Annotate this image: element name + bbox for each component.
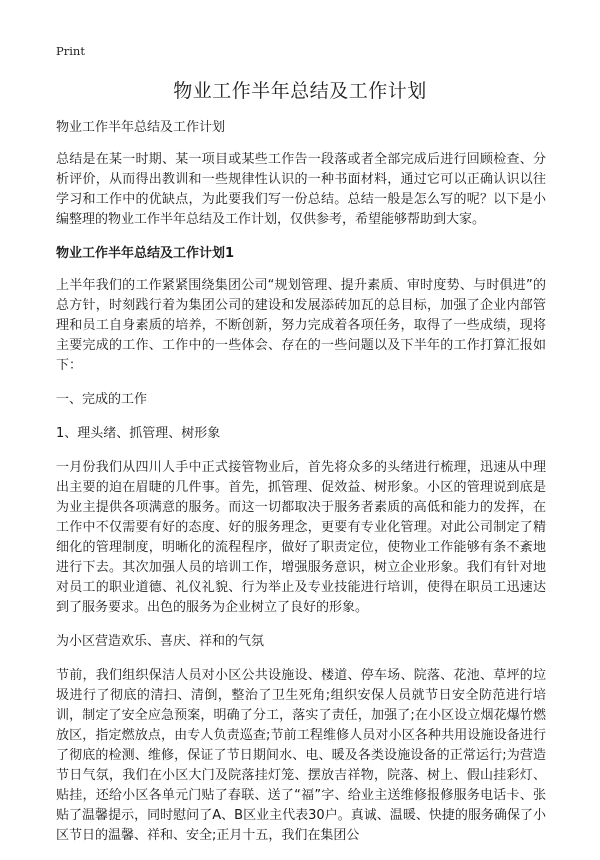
subheading-completed-work: 一、完成的工作 (56, 392, 148, 407)
print-link[interactable]: Print (56, 44, 85, 58)
section-heading: 物业工作半年总结及工作计划1 (56, 246, 235, 261)
subheading-festival: 为小区营造欢乐、喜庆、祥和的气氛 (56, 634, 265, 649)
subheading-management: 1、理头绪、抓管理、树形象 (56, 426, 221, 441)
body-paragraph: 节前，我们组织保洁人员对小区公共设施设、楼道、停车场、院落、花池、草坪的垃圾进行了彻底的清扫、清倒，整治了卫生死角;组织安保人员就节日安全防范进行培训，制定了安全应急预案，明确了分工，落实了责任，加强了;在小区设立烟花爆竹燃放区，指定燃放点，由专人负责巡查;节前工程维修人员对小区各种共用设施设备进行了彻底的检测、维修，保证了节日期间水、电、暖及各类设施设备的正常运行;为营造节日气氛，我们在小区大门及院落挂灯笼、摆放吉祥物，院落、树上、假山挂彩灯、贴挂，还给小区各单元门贴了春联、送了“福”字、给业主送维修报修服务电话卡、张贴了温馨提示，同时慰问了A、B区业主代表30户。真诚、温暖、快捷的服务确保了小区节日的温馨、祥和、安全;正月十五，我们在集团公 (56, 668, 546, 843)
article-body (56, 118, 546, 860)
article-subtitle: 物业工作半年总结及工作计划 (56, 120, 226, 135)
body-paragraph: 上半年我们的工作紧紧围绕集团公司“规划管理、提升素质、审时度势、与时俱进”的总方针，时刻践行着为集团公司的建设和发展添砖加瓦的总目标，加强了企业内部管理和员工自身素质的培养，不断创新，努力完成着各项任务，取得了一些成绩，现将主要完成的工作、工作中的一些体会、存在的一些问题以及下半年的工作打算汇报如下： (56, 278, 546, 373)
body-paragraph: 一月份我们从四川人手中正式接管物业后，首先将众多的头绪进行梳理，迅速从中理出主要的迫在眉睫的几件事。首先，抓管理、促效益、树形象。小区的管理说到底是为业主提供各项满意的服务。而这一切都取决于服务者素质的高低和能力的发挥，在工作中不仅需要有好的态度、好的服务理念，更要有专业化管理。对此公司制定了精细化的管理制度，明晰化的流程程序，做好了职责定位，使物业工作能够有条不紊地进行下去。其次加强人员的培训工作，增强服务意识，树立企业形象。我们有针对地对员工的职业道德、礼仪礼貌、行为举止及专业技能进行培训，使得在职员工迅速达到了服务要求。出色的服务为企业树立了良好的形象。 (56, 460, 546, 615)
page-title: 物业工作半年总结及工作计划 (173, 80, 427, 102)
intro-paragraph: 总结是在某一时期、某一项目或某些工作告一段落或者全部完成后进行回顾检查、分析评价，从而得出教训和一些规律性认识的一种书面材料，通过它可以正确认识以往学习和工作中的优缺点，为此要我们写一份总结。总结一般是怎么写的呢？以下是小编整理的物业工作半年总结及工作计划，仅供参考，希望能够帮助到大家。 (56, 152, 546, 227)
